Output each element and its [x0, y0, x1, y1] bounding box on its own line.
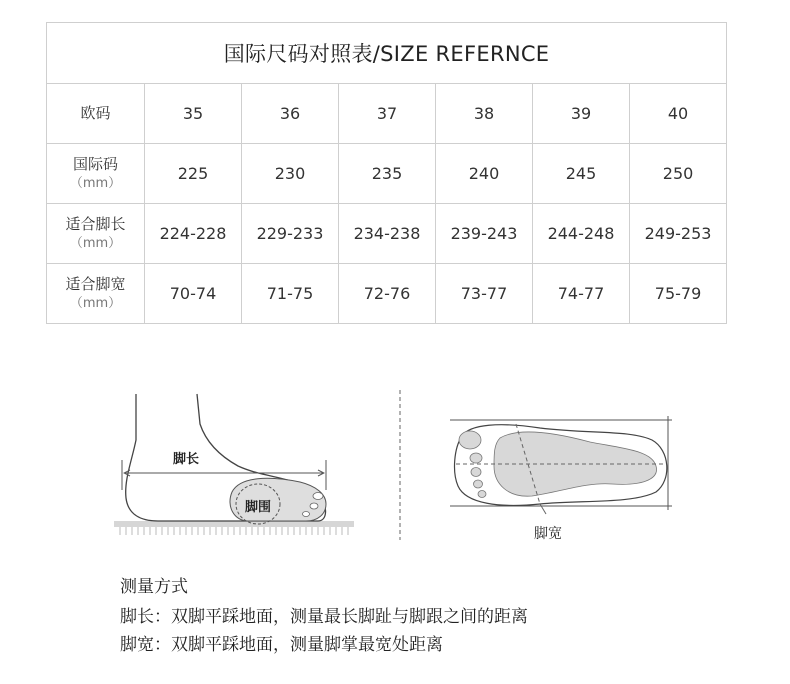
table-cell: 74-77 [533, 264, 630, 324]
row-label-eu-size [47, 84, 145, 144]
girth-label: 脚围 [244, 500, 272, 515]
table-cell: 230 [242, 144, 339, 204]
table-cell: 234-238 [339, 204, 436, 264]
row-label-unit: （mm） [69, 295, 122, 311]
table-cell: 70-74 [145, 264, 242, 324]
side-view-diagram [114, 394, 354, 535]
note-foot-width: 脚宽：双脚平踩地面，测量脚掌最宽处距离 [120, 635, 443, 655]
table-cell: 235 [339, 144, 436, 204]
table-cell: 249-253 [630, 204, 727, 264]
measurement-notes [120, 573, 760, 659]
table-cell: 239-243 [436, 204, 533, 264]
row-label-text: 国际码 [72, 154, 118, 173]
note-foot-length: 脚长：双脚平踩地面，测量最长脚趾与脚跟之间的距离 [120, 607, 528, 627]
width-label: 脚宽 [534, 526, 562, 542]
table-cell: 39 [533, 84, 630, 144]
row-label-text: 适合脚宽 [65, 274, 126, 293]
table-cell: 75-79 [630, 264, 727, 324]
table-row [47, 84, 727, 144]
ground-strip [114, 521, 354, 527]
table-row [47, 204, 727, 264]
table-cell: 72-76 [339, 264, 436, 324]
row-label-text: 适合脚长 [65, 214, 126, 233]
row-label-foot-length [47, 204, 145, 264]
table-cell: 40 [630, 84, 727, 144]
row-label-foot-width [47, 264, 145, 324]
notes-title: 测量方式 [120, 577, 188, 597]
table-cell: 240 [436, 144, 533, 204]
table-cell: 225 [145, 144, 242, 204]
table-cell: 229-233 [242, 204, 339, 264]
row-label-text: 欧码 [80, 104, 111, 122]
table-row [47, 144, 727, 204]
table-cell: 250 [630, 144, 727, 204]
table-cell: 35 [145, 84, 242, 144]
table-cell: 73-77 [436, 264, 533, 324]
table-cell: 37 [339, 84, 436, 144]
size-reference-table [46, 22, 727, 324]
top-view-diagram [450, 416, 672, 542]
table-title-row [47, 23, 727, 84]
row-label-intl-size [47, 144, 145, 204]
table-row [47, 264, 727, 324]
ground-hatching [120, 527, 348, 535]
table-cell: 36 [242, 84, 339, 144]
row-label-unit: （mm） [69, 175, 122, 191]
table-title: 国际尺码对照表/SIZE REFERNCE [47, 23, 727, 84]
row-label-unit: （mm） [69, 235, 122, 251]
table-cell: 71-75 [242, 264, 339, 324]
table-cell: 38 [436, 84, 533, 144]
table-cell: 244-248 [533, 204, 630, 264]
foot-measurement-diagrams [0, 380, 790, 550]
table-cell: 245 [533, 144, 630, 204]
length-label: 脚长 [172, 452, 200, 467]
table-cell: 224-228 [145, 204, 242, 264]
